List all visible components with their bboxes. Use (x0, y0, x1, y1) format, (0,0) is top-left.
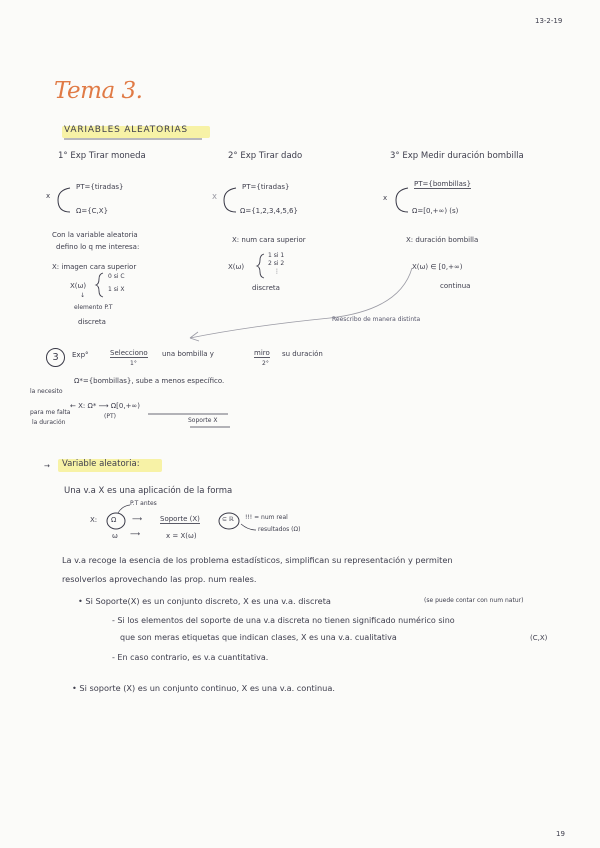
exp3-exp: Exp° (72, 351, 89, 359)
def-x-of-w: x = X(ω) (166, 532, 197, 540)
exp3-bombilla: una bombilla y (162, 350, 214, 358)
col1-case-2: 1 si X (108, 286, 125, 293)
bullet-continua: • Si soporte (X) es un conjunto continuo, X es una v.a. continua. (72, 683, 335, 693)
def-omega: Ω (111, 516, 117, 524)
exp3-selecciono: Selecciono (110, 349, 148, 357)
col2-xw: X(ω) (228, 263, 245, 271)
def-soporte: Soporte (X) (160, 515, 200, 523)
bullet-cuantitativa: - En caso contrario, es v.a cuantitativa. (112, 653, 269, 662)
exp3-omega-star: Ω*={bombillas}, sube a menos específico. (74, 377, 225, 385)
bullet-discreta-note: (se puede contar con num natur) (424, 597, 524, 604)
def-omega-small: ω (112, 532, 118, 540)
page-title: Tema 3. (54, 78, 143, 104)
col1-xw: X(ω) (70, 282, 87, 290)
para-line-2: resolverlos aprovechando las prop. num reales. (62, 574, 257, 584)
col2-header: 2° Exp Tirar dado (228, 151, 303, 161)
def-pt-antes: P.T antes (130, 500, 157, 507)
section-arrow: → (44, 462, 50, 470)
col2-x-mark: x (212, 192, 218, 202)
def-subset-r: ⊆ ℝ (222, 516, 234, 523)
col1-note-2: defino lo q me interesa: (56, 243, 140, 251)
exp3-la-duracion: la duración (32, 419, 66, 426)
exp3-number: 3 (46, 348, 65, 367)
col1-x-mark: x (46, 192, 51, 200)
exp3-soporte: Soporte X (188, 417, 218, 424)
col1-arrow-down: ↓ (80, 292, 86, 299)
subtitle: VARIABLES ALEATORIAS (64, 125, 188, 135)
col3-header: 3° Exp Medir duración bombilla (390, 151, 524, 161)
def-arrow-1: ⟶ (132, 515, 143, 523)
col3-omega: Ω=[0,+∞) (s) (412, 207, 459, 215)
col2-omega: Ω={1,2,3,4,5,6} (240, 207, 298, 215)
exp3-sub-1: 1° (130, 360, 137, 367)
col1-elem: elemento P.T (74, 304, 113, 311)
col3-xw: X(ω) ∈ [0,+∞) (412, 263, 463, 271)
col3-type: continua (440, 282, 471, 290)
para-line-1: La v.a recoge la esencia de los problema estadísticos, simplifican su representación y permiten (62, 555, 453, 565)
def-intro: Una v.a X es una aplicación de la forma (64, 486, 233, 496)
rewrite-note: Reescribo de manera distinta (332, 316, 421, 323)
col2-pt: PT={tiradas} (242, 183, 290, 191)
col2-x-def: X: num cara superior (232, 236, 306, 244)
col2-type: discreta (252, 284, 280, 292)
col2-dots: ⋮ (274, 268, 280, 275)
col3-pt: PT={bombillas} (414, 180, 472, 188)
exp3-la-necesito: la necesito (30, 388, 63, 395)
col1-pt: PT={tiradas} (76, 183, 124, 191)
exp3-sub-2: 2° (262, 360, 269, 367)
page-number: 19 (556, 830, 565, 838)
bullet-discreta: • Si Soporte(X) es un conjunto discreto, X es una v.a. discreta (78, 596, 331, 606)
exp3-mapping: ← X: Ω* ⟶ Ω[0,+∞) (70, 402, 140, 410)
col1-header: 1° Exp Tirar moneda (58, 151, 146, 161)
col1-type: discreta (78, 318, 106, 326)
col3-x-mark: x (383, 194, 388, 202)
col1-omega: Ω={C,X} (76, 207, 109, 215)
bullet-cualitativa-2: que son meras etiquetas que indican clases, X es una v.a. cualitativa (120, 633, 397, 642)
exp3-miro: miro (254, 349, 270, 357)
section-label: Variable aleatoria: (62, 459, 140, 469)
exp3-para-me-falta: para me falta (30, 409, 71, 416)
def-arrow-2: ⟶ (130, 530, 141, 538)
def-x-label: X: (90, 516, 98, 524)
date: 13-2-19 (535, 17, 563, 25)
col1-x-def: X: imagen cara superior (52, 263, 137, 271)
bullet-cualitativa-note: (C,X) (530, 634, 548, 642)
def-num-real: !!! = num real (245, 514, 288, 521)
def-resultados: resultados (Ω) (258, 526, 301, 533)
col3-x-def: X: duración bombilla (406, 236, 479, 244)
exp3-pt-label: (PT) (104, 413, 116, 420)
col1-case-1: 0 si C (108, 273, 125, 280)
col1-note-1: Con la variable aleatoria (52, 231, 138, 239)
bullet-cualitativa-1: - Si los elementos del soporte de una v.a discreta no tienen significado numérico sino (112, 616, 455, 625)
col2-case-2: 2 si 2 (268, 260, 285, 267)
col2-case-1: 1 si 1 (268, 252, 285, 259)
exp3-duracion: su duración (282, 350, 323, 358)
